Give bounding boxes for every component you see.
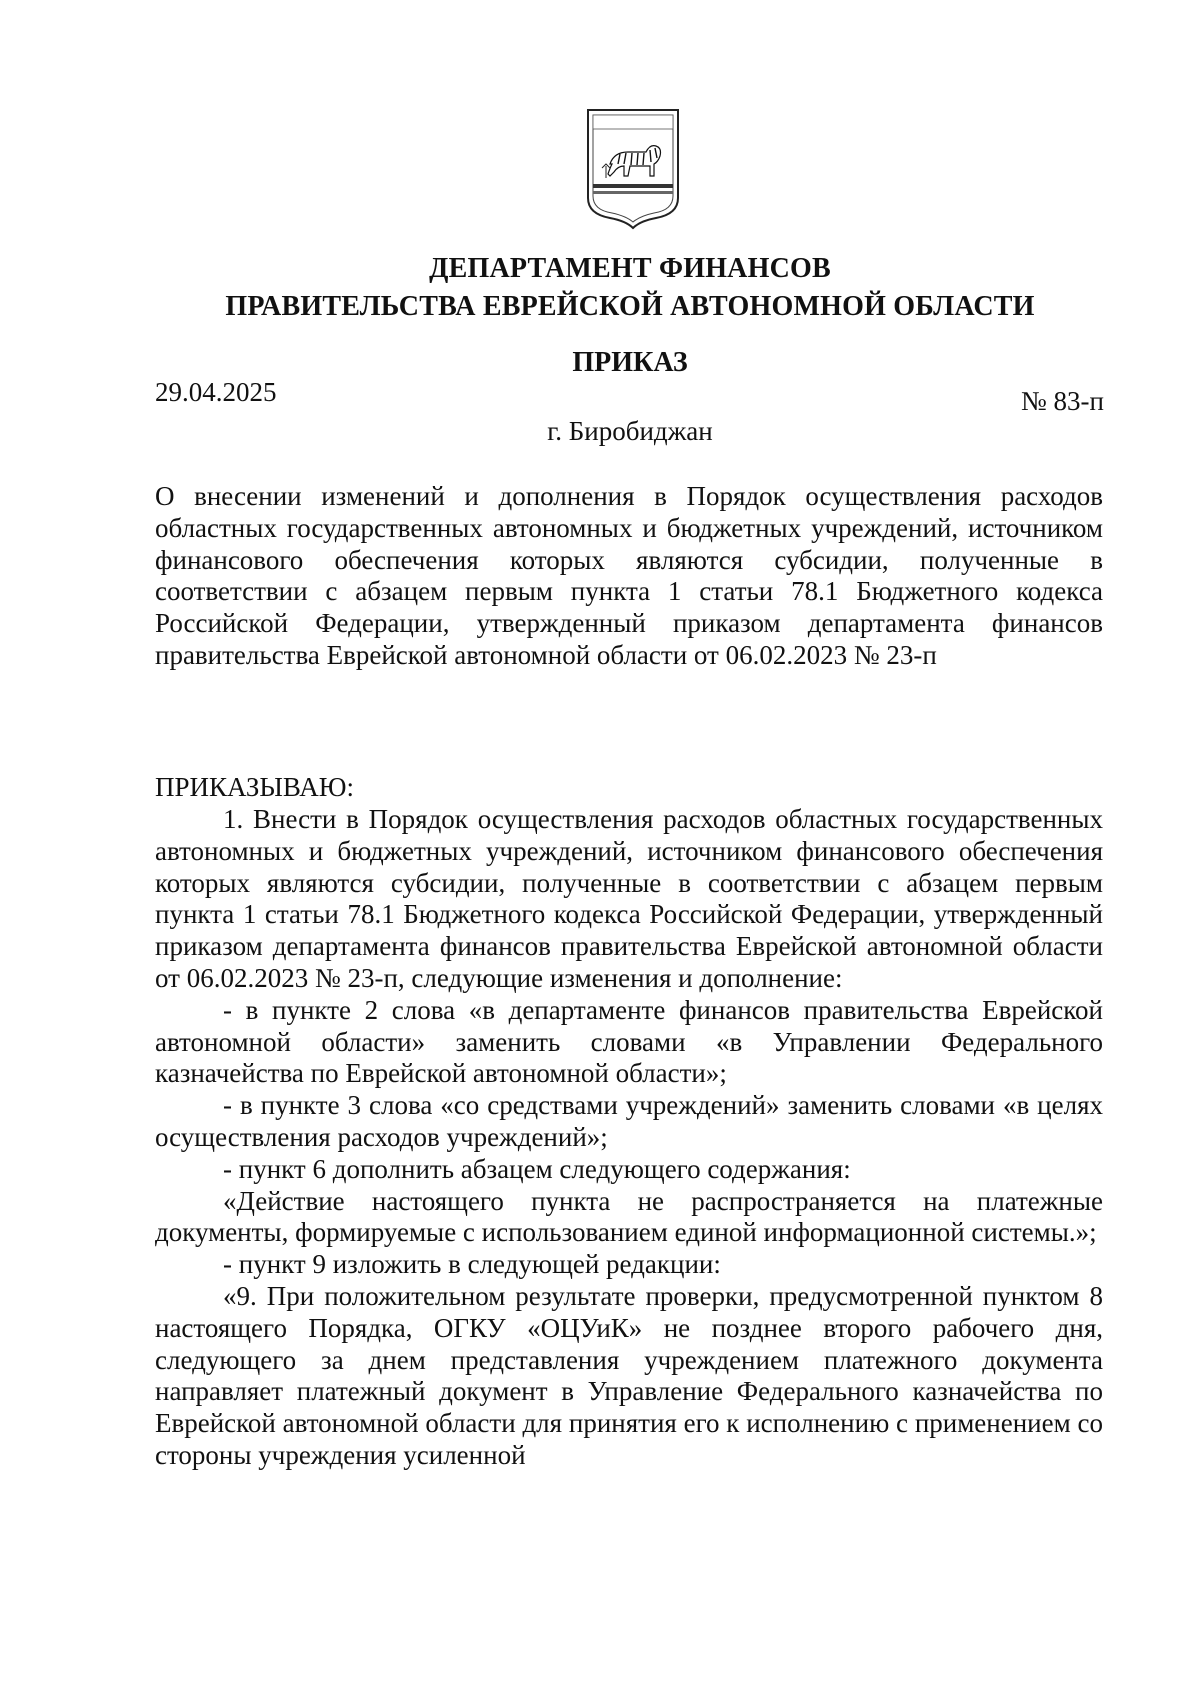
order-word: ПРИКАЗЫВАЮ: [155, 772, 354, 802]
paragraph: «Действие настоящего пункта не распространяется на платежные документы, формируемые с использованием единой информационной системы.»; [155, 1185, 1103, 1248]
document-number: № 83-п [1021, 386, 1104, 416]
document-body [155, 804, 1103, 1472]
paragraph: - пункт 9 изложить в следующей редакции: [223, 1249, 721, 1280]
paragraph: - в пункте 3 слова «со средствами учреждений» заменить словами «в целях осуществления расходов учреждений»; [155, 1090, 1103, 1152]
paragraph: - пункт 6 дополнить абзацем следующего содержания: [223, 1153, 851, 1184]
paragraph: «9. При положительном результате проверки, предусмотренной пунктом 8 настоящего Порядка, ОГКУ «ОЦУиК» не позднее второго рабочего дня, следующего за днем представления учреждением платежного документа направляет платежный документ в Управление Федерального казначейства по Еврейской автономной области для принятия его к исполнению с применением со стороны учреждения усиленной [155, 1280, 1103, 1470]
document-type: ПРИКАЗ [572, 347, 688, 378]
coat-of-arms-icon [584, 106, 682, 232]
document-city: г. Биробиджан [547, 416, 713, 446]
org-name-line2: ПРАВИТЕЛЬСТВА ЕВРЕЙСКОЙ АВТОНОМНОЙ ОБЛАСТИ [225, 291, 1035, 322]
org-name-line1: ДЕПАРТАМЕНТ ФИНАНСОВ [429, 253, 831, 284]
document-title: О внесении изменений и дополнения в Порядок осуществления расходов областных государственных автономных и бюджетных учреждений, источником финансового обеспечения которых являются субсидии, полученные в соответствии с абзацем первым пункта 1 статьи 78.1 Бюджетного кодекса Российской Федерации, утвержденный приказом департамента финансов правительства Еврейской автономной области от 06.02.2023 № 23-п [155, 481, 1103, 670]
paragraph: 1. Внести в Порядок осуществления расходов областных государственных автономных и бюджетных учреждений, источником финансового обеспечения которых являются субсидии, полученные в соответствии с абзацем первым пункта 1 статьи 78.1 Бюджетного кодекса Российской Федерации, утвержденный приказом департамента финансов правительства Еврейской автономной области от 06.02.2023 № 23-п, следующие изменения и дополнение: [155, 804, 1103, 993]
paragraph: - в пункте 2 слова «в департаменте финансов правительства Еврейской автономной области» заменить словами «в Управлении Федерального казначейства по Еврейской автономной области»; [155, 994, 1103, 1089]
document-date: 29.04.2025 [155, 377, 277, 407]
